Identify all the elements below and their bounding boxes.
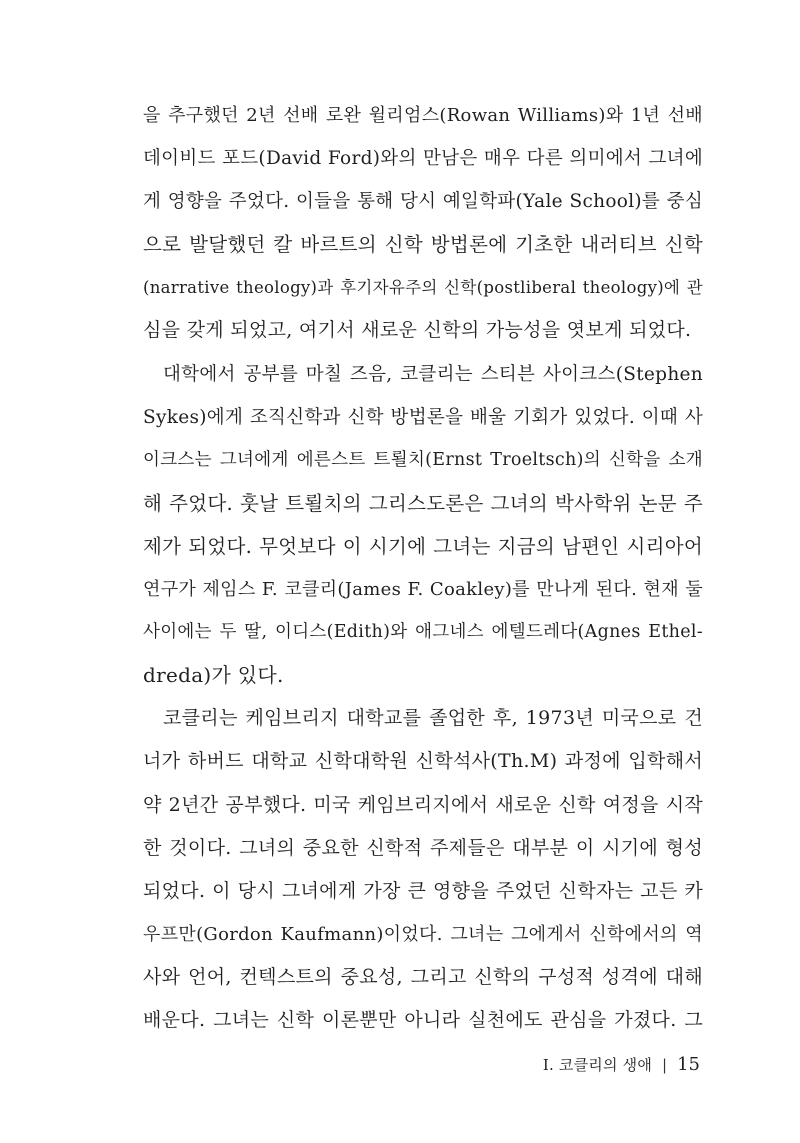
text-line: 으로 발달했던 칼 바르트의 신학 방법론에 기초한 내러티브 신학 (143, 233, 703, 257)
running-footer-chapter: I. 코클리의 생애 (542, 1056, 653, 1074)
text-line: 되었다. 이 당시 그녀에게 가장 큰 영향을 주었던 신학자는 고든 카 (143, 879, 703, 902)
text-line: 사와 언어, 컨텍스트의 중요성, 그리고 신학의 구성적 성격에 대해 (143, 965, 703, 988)
text-line: 해 주었다. 훗날 트뢸치의 그리스도론은 그녀의 박사학위 논문 주 (143, 491, 703, 515)
text-line: 대학에서 공부를 마칠 즈음, 코클리는 스티븐 사이크스(Stephen (163, 363, 703, 385)
text-line: 게 영향을 주었다. 이들을 통해 당시 예일학파(Yale School)를 중심 (143, 191, 703, 213)
text-line: 이크스는 그녀에게 에른스트 트뢸치(Ernst Troeltsch)의 신학을 소개 (143, 449, 703, 470)
text-line: 너가 하버드 대학교 신학대학원 신학석사(Th.M) 과정에 입학해서 (143, 750, 703, 773)
text-line: 사이에는 두 딸, 이디스(Edith)와 애그네스 에텔드레다(Agnes Ethel- (143, 622, 703, 643)
page-number: 15 (677, 1054, 700, 1075)
text-line: 제가 되었다. 무엇보다 이 시기에 그녀는 지금의 남편인 시리아어 (143, 534, 703, 558)
text-line: 연구가 제임스 F. 코클리(James F. Coakley)를 만나게 된다. 현재 둘 (143, 579, 703, 601)
text-line: 우프만(Gordon Kaufmann)이었다. 그녀는 그에게서 신학에서의 역 (143, 923, 703, 945)
footer-separator: | (662, 1056, 668, 1074)
text-line: 데이비드 포드(David Ford)와의 만남은 매우 다른 의미에서 그녀에 (143, 148, 703, 170)
text-line: 한 것이다. 그녀의 중요한 신학적 주제들은 대부분 이 시기에 형성 (143, 836, 703, 859)
text-line: 심을 갖게 되었고, 여기서 새로운 신학의 가능성을 엿보게 되었다. (143, 319, 692, 342)
text-line: dreda)가 있다. (143, 663, 284, 688)
text-line: 약 2년간 공부했다. 미국 케임브리지에서 새로운 신학 여정을 시작 (143, 793, 703, 816)
text-line: 코클리는 케임브리지 대학교를 졸업한 후, 1973년 미국으로 건 (163, 707, 703, 730)
text-line: (narrative theology)과 후기자유주의 신학(postliberal theology)에 관 (143, 278, 703, 298)
page-footer (543, 1053, 700, 1077)
text-line: 을 추구했던 2년 선배 로완 윌리엄스(Rowan Williams)와 1년 선배 (143, 105, 703, 126)
text-line: 배운다. 그녀는 신학 이론뿐만 아니라 실천에도 관심을 가졌다. 그 (143, 1008, 703, 1031)
body-text (143, 94, 703, 1042)
text-line: Sykes)에게 조직신학과 신학 방법론을 배울 기회가 있었다. 이때 사 (143, 406, 703, 428)
